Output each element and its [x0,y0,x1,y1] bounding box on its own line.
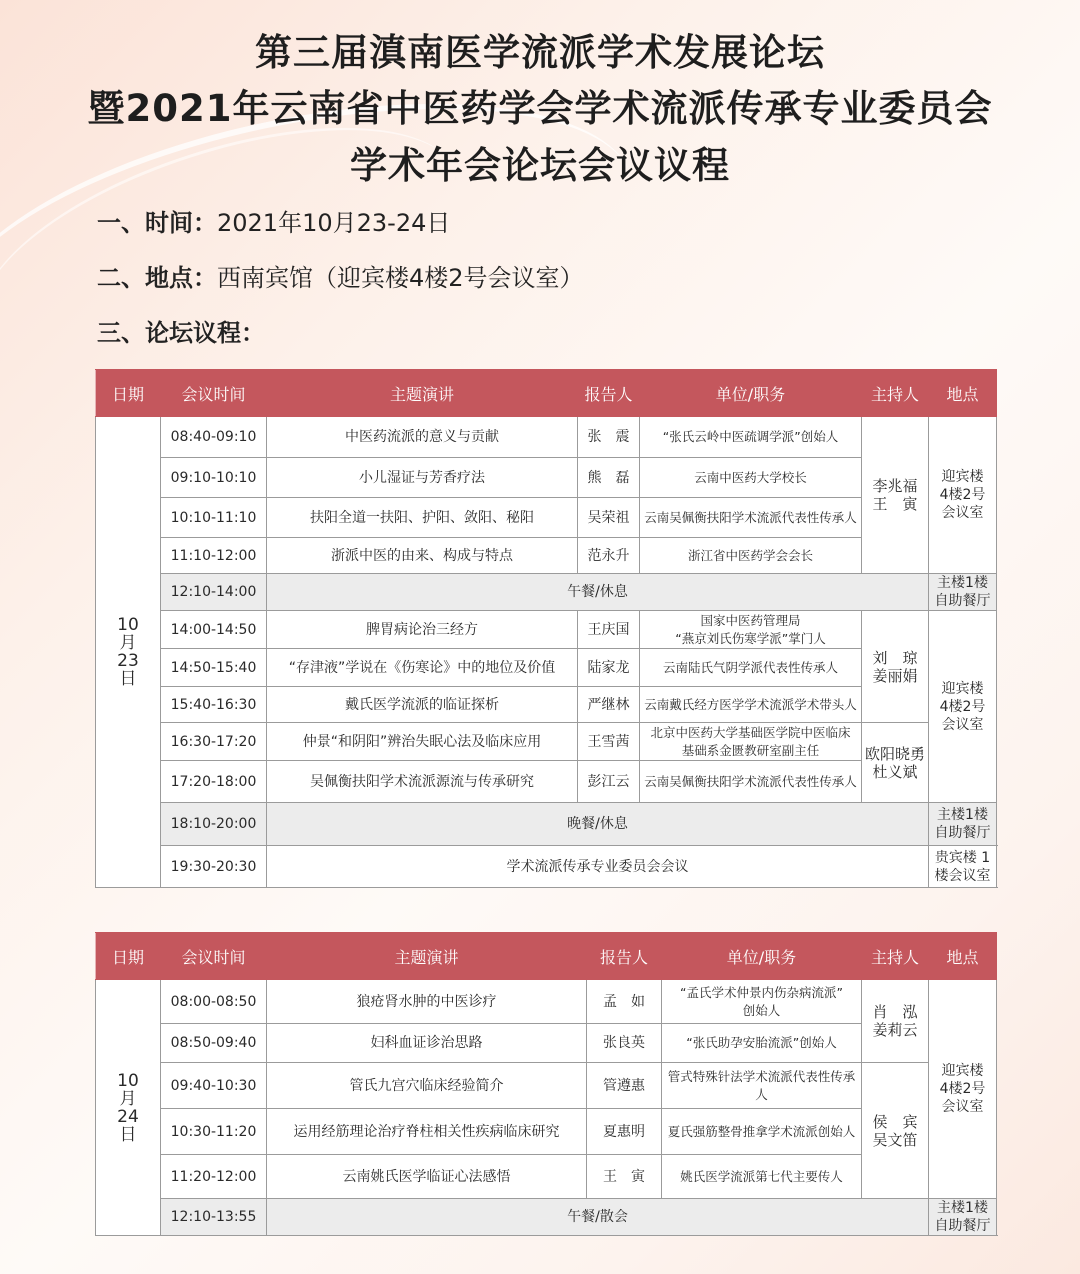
speaker-cell: 管遵惠 [587,1063,662,1109]
unit-cell: “孟氏学术仲景内伤杂病流派” 创始人 [662,980,862,1024]
table-row [96,1109,997,1155]
location-cell: 迎宾楼 4楼2号 会议室 [929,980,997,1199]
unit-cell: 北京中医药大学基础医学院中医临床 基础系金匮教研室副主任 [640,723,862,761]
page-title-line1: 第三届滇南医学流派学术发展论坛 [255,31,825,74]
host-cell: 肖 泓 姜莉云 [862,980,929,1063]
meeting-cell: 学术流派传承专业委员会会议 [267,846,929,888]
host-cell: 欧阳晓勇 杜义斌 [862,723,929,803]
time-cell: 09:10-10:10 [161,458,267,498]
topic-cell: 浙派中医的由来、构成与特点 [267,538,578,574]
unit-cell: 云南戴氏经方医学学术流派学术带头人 [640,687,862,723]
table-row [96,846,997,888]
speaker-cell: 熊 磊 [578,458,640,498]
topic-cell: 中医药流派的意义与贡献 [267,417,578,458]
time-cell: 11:10-12:00 [161,538,267,574]
header-topic: 主题演讲 [267,370,578,417]
speaker-cell: 彭江云 [578,761,640,803]
header-unit: 单位/职务 [662,933,862,980]
time-cell: 08:40-09:10 [161,417,267,458]
speaker-cell: 王雪茜 [578,723,640,761]
table-row [96,1063,997,1109]
header-date: 日期 [96,933,161,980]
time-cell: 14:00-14:50 [161,611,267,649]
time-cell: 16:30-17:20 [161,723,267,761]
header-speaker: 报告人 [587,933,662,980]
table-row-meal [96,803,997,846]
time-cell: 09:40-10:30 [161,1063,267,1109]
table-header-row [96,933,997,980]
place-value: 西南宾馆（迎宾楼4楼2号会议室） [217,264,584,292]
unit-cell: 姚氏医学流派第七代主要传人 [662,1155,862,1199]
speaker-cell: 王庆国 [578,611,640,649]
place-info: 二、地点：西南宾馆（迎宾楼4楼2号会议室） [97,264,584,292]
table-header-row [96,370,997,417]
topic-cell: 扶阳全道一扶阳、护阳、敛阳、秘阳 [267,498,578,538]
topic-cell: 吴佩衡扶阳学术流派源流与传承研究 [267,761,578,803]
time-cell: 15:40-16:30 [161,687,267,723]
unit-cell: 浙江省中医药学会会长 [640,538,862,574]
break-cell: 午餐/休息 [267,574,929,611]
time-cell: 18:10-20:00 [161,803,267,846]
speaker-cell: 夏惠明 [587,1109,662,1155]
table-row [96,723,997,761]
unit-cell: 云南陆氏气阴学派代表性传承人 [640,649,862,687]
topic-cell: 妇科血证诊治思路 [267,1024,587,1063]
date-cell: 10 月 23 日 [96,417,161,888]
agenda-table-day1 [95,369,997,888]
speaker-cell: 吴荣祖 [578,498,640,538]
time-cell: 12:10-13:55 [161,1199,267,1236]
location-cell: 迎宾楼 4楼2号 会议室 [929,611,997,803]
break-cell: 晚餐/休息 [267,803,929,846]
table-row [96,980,997,1024]
time-cell: 10:30-11:20 [161,1109,267,1155]
topic-cell: 小儿湿证与芳香疗法 [267,458,578,498]
date-cell: 10 月 24 日 [96,980,161,1236]
break-place-cell: 主楼1楼自助餐厅 [929,574,997,611]
page-title-line3: 学术年会论坛会议议程 [350,144,730,187]
agenda-table-day2 [95,932,997,1236]
header-unit: 单位/职务 [640,370,862,417]
table-row-meal [96,574,997,611]
header-place: 地点 [929,933,997,980]
table-row [96,1155,997,1199]
topic-cell: 狼疮肾水肿的中医诊疗 [267,980,587,1024]
speaker-cell: 严继林 [578,687,640,723]
speaker-cell: 张良英 [587,1024,662,1063]
break-cell: 午餐/散会 [267,1199,929,1236]
meeting-place-cell: 贵宾楼 1 楼会议室 [929,846,997,888]
table-row [96,761,997,803]
time-cell: 12:10-14:00 [161,574,267,611]
topic-cell: 仲景“和阴阳”辨治失眠心法及临床应用 [267,723,578,761]
time-cell: 19:30-20:30 [161,846,267,888]
topic-cell: “存津液”学说在《伤寒论》中的地位及价值 [267,649,578,687]
speaker-cell: 张 震 [578,417,640,458]
unit-cell: 国家中医药管理局 “燕京刘氏伤寒学派”掌门人 [640,611,862,649]
unit-cell: “张氏云岭中医疏调学派”创始人 [640,417,862,458]
header-date: 日期 [96,370,161,417]
unit-cell: 管式特殊针法学术流派代表性传承人 [662,1063,862,1109]
table-row [96,538,997,574]
agenda-info: 三、论坛议程： [97,319,265,347]
host-cell: 李兆福 王 寅 [862,417,929,574]
time-cell: 14:50-15:40 [161,649,267,687]
location-cell: 迎宾楼 4楼2号 会议室 [929,417,997,574]
time-cell: 11:20-12:00 [161,1155,267,1199]
topic-cell: 云南姚氏医学临证心法感悟 [267,1155,587,1199]
unit-cell: “张氏助孕安胎流派”创始人 [662,1024,862,1063]
host-cell: 刘 琼 姜丽娟 [862,611,929,723]
table-row [96,611,997,649]
speaker-cell: 王 寅 [587,1155,662,1199]
unit-cell: 云南中医药大学校长 [640,458,862,498]
page-title-line2: 暨2021年云南省中医药学会学术流派传承专业委员会 [87,87,993,130]
break-place-cell: 主楼1楼自助餐厅 [929,1199,997,1236]
agenda-label: 三、论坛议程 [97,319,241,347]
time-label: 一、时间 [97,209,193,237]
header-host: 主持人 [862,370,929,417]
break-place-cell: 主楼1楼自助餐厅 [929,803,997,846]
header-speaker: 报告人 [578,370,640,417]
unit-cell: 夏氏强筋整骨推拿学术流派创始人 [662,1109,862,1155]
host-cell: 侯 宾 吴文笛 [862,1063,929,1199]
header-time: 会议时间 [161,933,267,980]
time-cell: 08:50-09:40 [161,1024,267,1063]
header-time: 会议时间 [161,370,267,417]
table-row-meal [96,1199,997,1236]
topic-cell: 运用经筋理论治疗脊柱相关性疾病临床研究 [267,1109,587,1155]
unit-cell: 云南吴佩衡扶阳学术流派代表性传承人 [640,498,862,538]
table-row [96,649,997,687]
unit-cell: 云南吴佩衡扶阳学术流派代表性传承人 [640,761,862,803]
speaker-cell: 范永升 [578,538,640,574]
place-label: 二、地点 [97,264,193,292]
speaker-cell: 孟 如 [587,980,662,1024]
time-cell: 17:20-18:00 [161,761,267,803]
topic-cell: 脾胃病论治三经方 [267,611,578,649]
topic-cell: 管氏九宫穴临床经验简介 [267,1063,587,1109]
header-topic: 主题演讲 [267,933,587,980]
time-cell: 10:10-11:10 [161,498,267,538]
time-value: 2021年10月23-24日 [217,209,451,237]
time-cell: 08:00-08:50 [161,980,267,1024]
table-row [96,498,997,538]
header-place: 地点 [929,370,997,417]
table-row [96,417,997,458]
table-row [96,1024,997,1063]
header-host: 主持人 [862,933,929,980]
table-row [96,687,997,723]
topic-cell: 戴氏医学流派的临证探析 [267,687,578,723]
table-row [96,458,997,498]
speaker-cell: 陆家龙 [578,649,640,687]
time-info: 一、时间：2021年10月23-24日 [97,209,451,237]
